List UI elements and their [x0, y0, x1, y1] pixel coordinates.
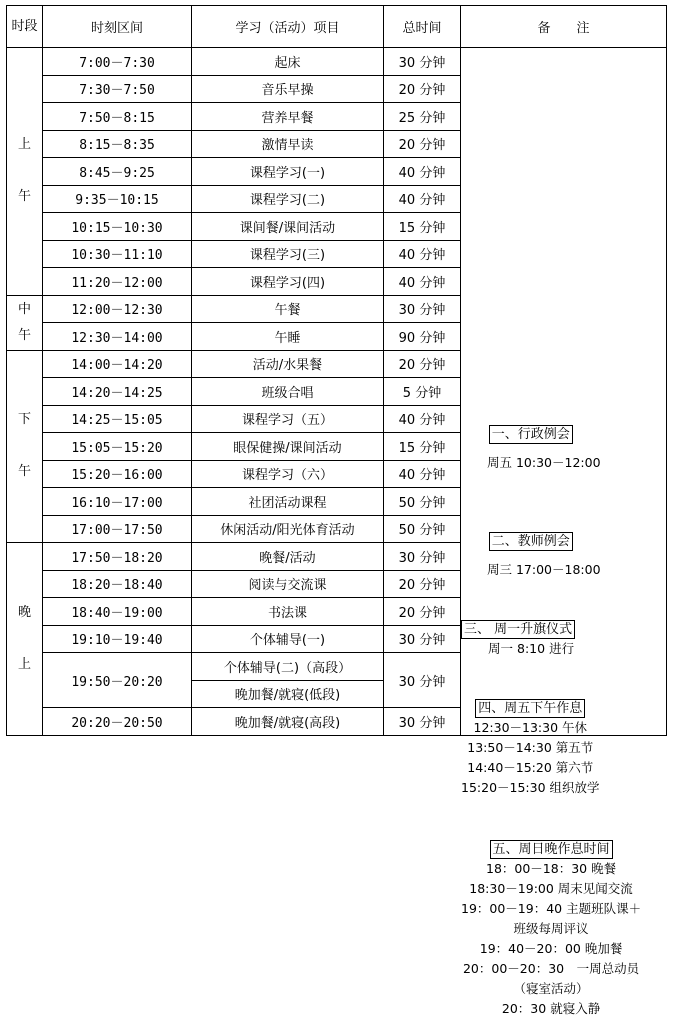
header-notes: 备 注 [461, 6, 667, 48]
duration-cell: 30 分钟 [384, 708, 461, 736]
activity-cell: 课程学习(三) [192, 240, 384, 268]
duration-cell: 20 分钟 [384, 75, 461, 103]
activity-cell: 课程学习(二) [192, 185, 384, 213]
activity-cell: 活动/水果餐 [192, 350, 384, 378]
note-line: 14:40－15:20 第六节 [467, 760, 594, 776]
time-cell: 17:00－17:50 [43, 515, 192, 543]
period-char: 中 [17, 301, 31, 317]
time-cell: 8:15－8:35 [43, 130, 192, 158]
duration-cell: 25 分钟 [384, 103, 461, 131]
duration-cell: 40 分钟 [384, 185, 461, 213]
duration-cell: 5 分钟 [384, 378, 461, 406]
note-title: 五、周日晚作息时间 [490, 840, 613, 859]
time-cell: 7:30－7:50 [43, 75, 192, 103]
period-char: 午 [17, 464, 31, 480]
period-char: 下 [17, 412, 31, 428]
duration-cell: 50 分钟 [384, 515, 461, 543]
activity-cell: 午睡 [192, 323, 384, 351]
duration-cell: 30 分钟 [384, 653, 461, 708]
note-title: 一、行政例会 [489, 425, 573, 444]
period-char: 上 [17, 656, 31, 672]
time-cell: 17:50－18:20 [43, 543, 192, 571]
period-char: 午 [17, 189, 31, 205]
period-char: 午 [17, 327, 31, 343]
note-line: 19：40－20：00 晚加餐 [479, 941, 623, 957]
header-activity: 学习（活动）项目 [192, 6, 384, 48]
note-line: 周三 17:00－18:00 [487, 562, 601, 578]
duration-cell: 40 分钟 [384, 158, 461, 186]
activity-cell: 课程学习（五） [192, 405, 384, 433]
time-cell: 10:15－10:30 [43, 213, 192, 241]
note-line: 12:30－13:30 午休 [473, 720, 588, 736]
note-line: 周五 10:30－12:00 [487, 455, 601, 471]
time-cell: 11:20－12:00 [43, 268, 192, 296]
activity-cell: 晚加餐/就寝(低段) [192, 680, 384, 708]
activity-cell: 课程学习（六） [192, 460, 384, 488]
duration-cell: 30 分钟 [384, 295, 461, 323]
activity-cell: 班级合唱 [192, 378, 384, 406]
duration-cell: 30 分钟 [384, 625, 461, 653]
activity-cell: 晚餐/活动 [192, 543, 384, 571]
note-line: 19：00－19：40 主题班队课＋ [461, 901, 642, 917]
note-title: 二、教师例会 [489, 532, 573, 551]
time-cell: 16:10－17:00 [43, 488, 192, 516]
note-line: （寝室活动） [513, 981, 589, 997]
schedule-table [6, 5, 667, 1017]
period-cell-afternoon [7, 350, 43, 543]
time-cell: 19:10－19:40 [43, 625, 192, 653]
time-cell: 10:30－11:10 [43, 240, 192, 268]
duration-cell: 30 分钟 [384, 543, 461, 571]
activity-cell: 激情早读 [192, 130, 384, 158]
duration-cell: 20 分钟 [384, 598, 461, 626]
table-row [7, 48, 667, 76]
activity-cell: 个体辅导(一) [192, 625, 384, 653]
period-cell-morning [7, 48, 43, 296]
header-time: 时刻区间 [43, 6, 192, 48]
header-period: 时段 [7, 6, 43, 48]
activity-cell: 起床 [192, 48, 384, 76]
period-char: 上 [17, 137, 31, 153]
note-line: 13:50－14:30 第五节 [467, 740, 594, 756]
duration-cell: 20 分钟 [384, 130, 461, 158]
activity-cell: 书法课 [192, 598, 384, 626]
time-cell: 7:00－7:30 [43, 48, 192, 76]
header-duration: 总时间 [384, 6, 461, 48]
time-cell: 18:40－19:00 [43, 598, 192, 626]
note-line: 20：00－20：30 一周总动员 [462, 961, 640, 977]
time-cell: 9:35－10:15 [43, 185, 192, 213]
note-line: 15:20－15:30 组织放学 [461, 780, 600, 796]
note-line: 18:30－19:00 周末见闻交流 [469, 881, 633, 897]
duration-cell: 20 分钟 [384, 570, 461, 598]
activity-cell: 营养早餐 [192, 103, 384, 131]
note-line: 周一 8:10 进行 [488, 641, 575, 657]
duration-cell: 40 分钟 [384, 405, 461, 433]
notes-cell [461, 48, 667, 1017]
note-title: 四、周五下午作息 [475, 699, 585, 718]
activity-cell: 社团活动课程 [192, 488, 384, 516]
time-cell: 15:20－16:00 [43, 460, 192, 488]
note-title: 三、 周一升旗仪式 [461, 620, 575, 639]
time-cell: 15:05－15:20 [43, 433, 192, 461]
time-cell: 19:50－20:20 [43, 653, 192, 708]
activity-cell: 音乐早操 [192, 75, 384, 103]
duration-cell: 40 分钟 [384, 268, 461, 296]
time-cell: 14:20－14:25 [43, 378, 192, 406]
activity-cell: 个体辅导(二)（高段） [192, 653, 384, 681]
activity-cell: 午餐 [192, 295, 384, 323]
activity-cell: 课间餐/课间活动 [192, 213, 384, 241]
activity-cell: 眼保健操/课间活动 [192, 433, 384, 461]
period-char: 晚 [17, 604, 31, 620]
time-cell: 14:00－14:20 [43, 350, 192, 378]
time-cell: 12:30－14:00 [43, 323, 192, 351]
time-cell: 12:00－12:30 [43, 295, 192, 323]
note-line: 20：30 就寝入静 [501, 1001, 601, 1017]
period-cell-evening [7, 543, 43, 736]
time-cell: 14:25－15:05 [43, 405, 192, 433]
activity-cell: 课程学习(四) [192, 268, 384, 296]
duration-cell: 50 分钟 [384, 488, 461, 516]
time-cell: 20:20－20:50 [43, 708, 192, 736]
period-cell-noon [7, 295, 43, 350]
activity-cell: 课程学习(一) [192, 158, 384, 186]
note-line: 18：00－18：30 晚餐 [486, 861, 617, 877]
duration-cell: 90 分钟 [384, 323, 461, 351]
time-cell: 8:45－9:25 [43, 158, 192, 186]
time-cell: 7:50－8:15 [43, 103, 192, 131]
time-cell: 18:20－18:40 [43, 570, 192, 598]
duration-cell: 40 分钟 [384, 460, 461, 488]
activity-cell: 晚加餐/就寝(高段) [192, 708, 384, 736]
activity-cell: 休闲活动/阳光体育活动 [192, 515, 384, 543]
note-line: 班级每周评议 [513, 921, 589, 937]
duration-cell: 20 分钟 [384, 350, 461, 378]
duration-cell: 15 分钟 [384, 433, 461, 461]
activity-cell: 阅读与交流课 [192, 570, 384, 598]
duration-cell: 40 分钟 [384, 240, 461, 268]
duration-cell: 15 分钟 [384, 213, 461, 241]
duration-cell: 30 分钟 [384, 48, 461, 76]
